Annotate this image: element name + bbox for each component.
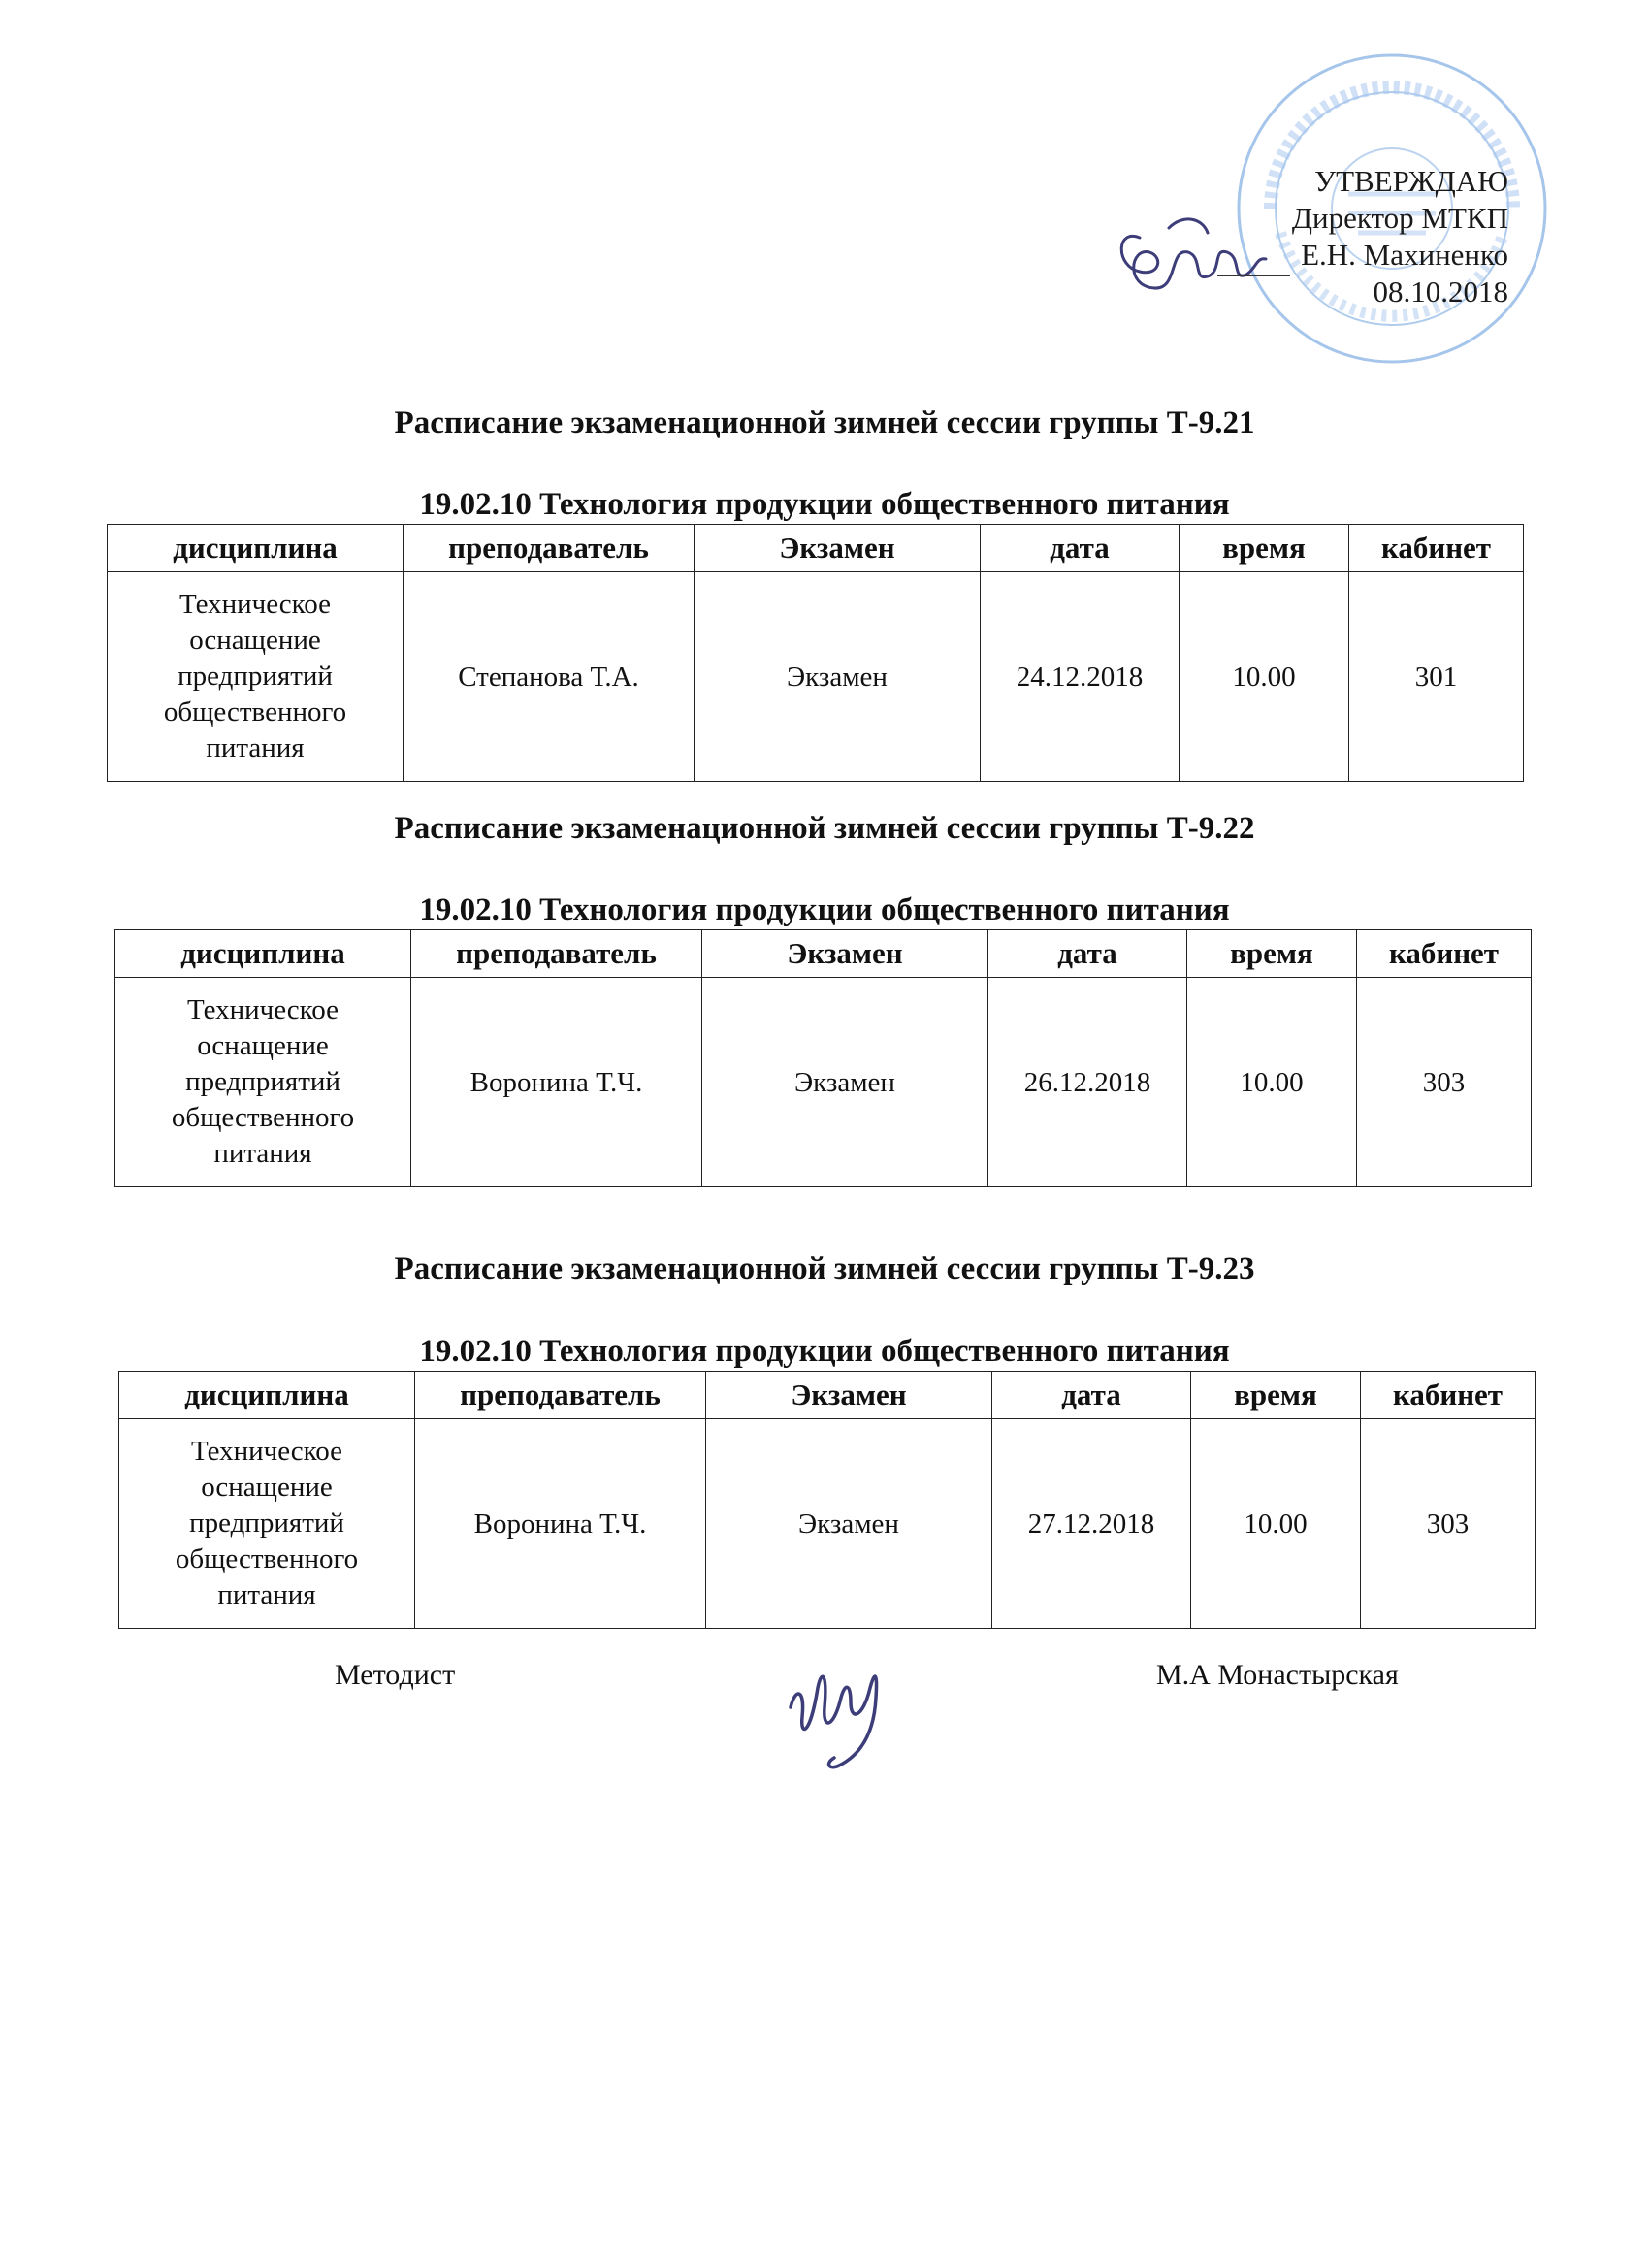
approval-block [1145,163,1508,310]
cell-exam: Экзамен [706,1419,992,1629]
header-room: кабинет [1349,525,1524,572]
header-time: время [1191,1372,1361,1419]
discipline-line: общественного [175,1543,359,1574]
header-discipline: дисциплина [108,525,404,572]
cell-room: 303 [1361,1419,1536,1629]
header-date: дата [992,1372,1191,1419]
discipline-line: оснащение [197,1030,329,1061]
section-subtitle: 19.02.10 Технология продукции общественного питания [419,892,1230,927]
cell-teacher: Степанова Т.А. [404,572,695,782]
discipline-line: предприятий [189,1507,344,1539]
section-subtitle: 19.02.10 Технология продукции общественного питания [419,487,1230,522]
section-title: Расписание экзаменационной зимней сессии группы Т-9.22 [394,811,1255,846]
table-header-row [108,525,1524,572]
cell-teacher: Воронина Т.Ч. [411,978,702,1187]
header-time: время [1187,930,1357,978]
cell-date: 24.12.2018 [981,572,1180,782]
table-row [119,1419,1536,1629]
approval-position: Директор МТКП [1291,201,1508,235]
header-teacher: преподаватель [415,1372,706,1419]
header-exam: Экзамен [706,1372,992,1419]
section-subtitle: 19.02.10 Технология продукции общественного питания [419,1334,1230,1369]
cell-exam: Экзамен [695,572,981,782]
header-exam: Экзамен [702,930,988,978]
cell-date: 27.12.2018 [992,1419,1191,1629]
header-room: кабинет [1357,930,1532,978]
methodist-signature [781,1630,917,1775]
discipline-line: оснащение [201,1472,333,1503]
table-header-row [119,1372,1536,1419]
cell-teacher: Воронина Т.Ч. [415,1419,706,1629]
discipline-line: предприятий [178,661,333,692]
cell-room: 303 [1357,978,1532,1187]
discipline-line: питания [213,1138,312,1169]
header-teacher: преподаватель [404,525,695,572]
discipline-line: Техническое [178,589,332,620]
cell-time: 10.00 [1191,1419,1361,1629]
header-room: кабинет [1361,1372,1536,1419]
header-discipline: дисциплина [115,930,411,978]
footer-name: М.А Монастырская [1156,1659,1399,1691]
cell-time: 10.00 [1187,978,1357,1187]
table-row [115,978,1532,1187]
header-date: дата [981,525,1180,572]
schedule-table [118,1371,1536,1629]
discipline-line: предприятий [185,1066,340,1097]
cell-date: 26.12.2018 [988,978,1187,1187]
section-title: Расписание экзаменационной зимней сессии группы Т-9.23 [394,1251,1255,1286]
discipline-line: общественного [171,1102,355,1133]
discipline-line: оснащение [189,625,321,656]
schedule-table [114,929,1532,1187]
discipline-line: общественного [163,697,347,728]
table-row [108,572,1524,782]
discipline-line: питания [206,732,305,763]
approval-heading: УТВЕРЖДАЮ [1314,164,1508,198]
header-exam: Экзамен [695,525,981,572]
cell-time: 10.00 [1180,572,1349,782]
footer-role: Методист [335,1659,456,1691]
discipline-line: питания [217,1579,316,1610]
section-title: Расписание экзаменационной зимней сессии группы Т-9.21 [394,405,1255,440]
cell-discipline [115,978,411,1187]
header-discipline: дисциплина [119,1372,415,1419]
discipline-line: Техническое [186,994,340,1025]
table-header-row [115,930,1532,978]
header-time: время [1180,525,1349,572]
approval-date: 08.10.2018 [1373,275,1508,308]
cell-room: 301 [1349,572,1524,782]
schedule-table [107,524,1524,782]
cell-exam: Экзамен [702,978,988,1187]
cell-discipline [119,1419,415,1629]
discipline-line: Техническое [190,1436,343,1467]
header-teacher: преподаватель [411,930,702,978]
cell-discipline [108,572,404,782]
approval-name: Е.Н. Махиненко [1301,238,1508,272]
header-date: дата [988,930,1187,978]
